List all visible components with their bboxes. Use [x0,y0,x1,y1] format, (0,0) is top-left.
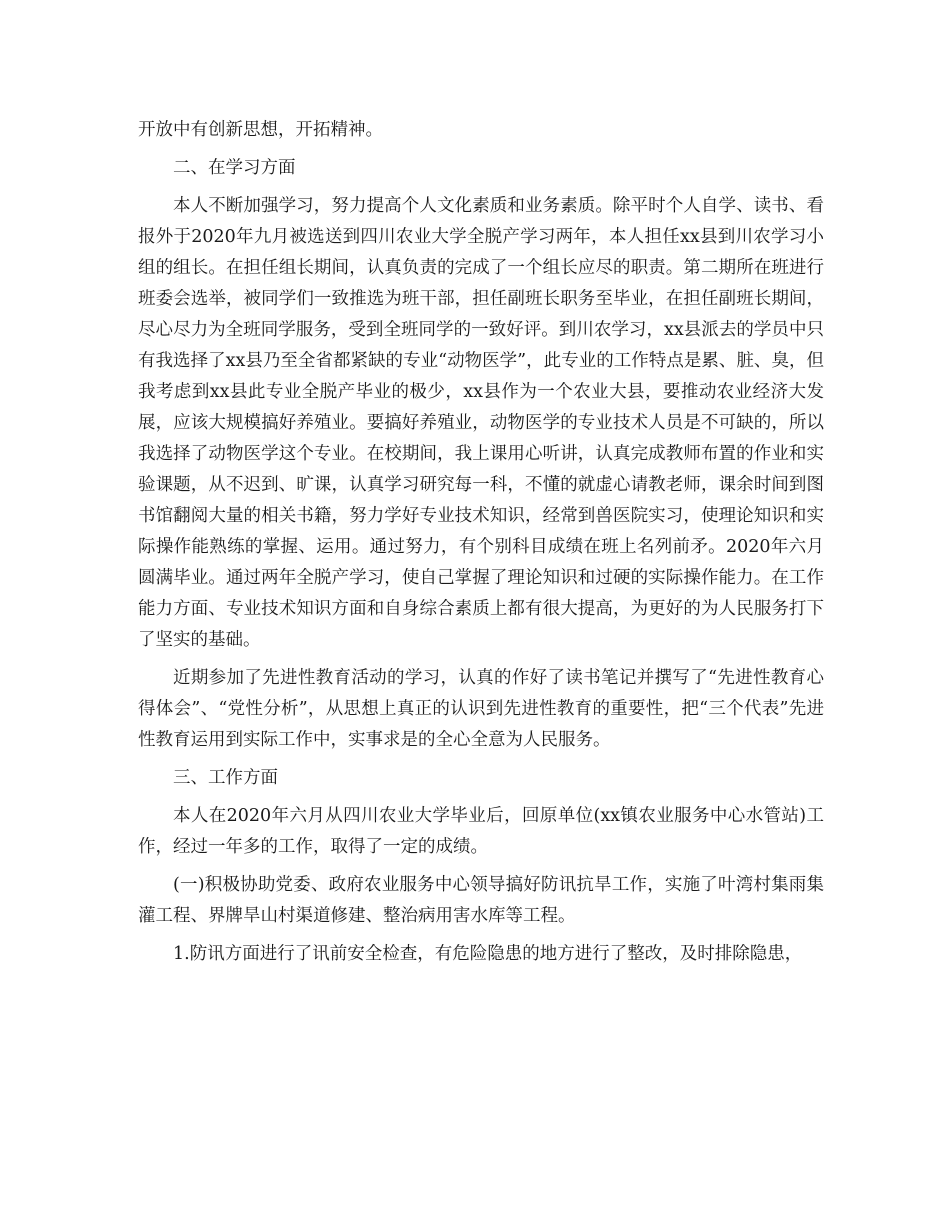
paragraph-study-details: 本人不断加强学习，努力提高个人文化素质和业务素质。除平时个人自学、读书、看报外于2020年九月被选送到四川农业大学全脱产学习两年，本人担任xx县到川农学习小组的组长。在担任组长期间，认真负责的完成了一个组长应尽的职责。第二期所在班进行班委会选举，被同学们一致推选为班干部，担任副班长职务至毕业，在担任副班长期间，尽心尽力为全班同学服务，受到全班同学的一致好评。到川农学习，xx县派去的学员中只有我选择了xx县乃至全省都紧缺的专业“动物医学”，此专业的工作特点是累、脏、臭，但我考虑到xx县此专业全脱产毕业的极少，xx县作为一个农业大县，要推动农业经济大发展，应该大规模搞好养殖业。要搞好养殖业，动物医学的专业技术人员是不可缺的，所以我选择了动物医学这个专业。在校期间，我上课用心听讲，认真完成教师布置的作业和实验课题，从不迟到、旷课，认真学习研究每一科，不懂的就虚心请教老师，课余时间到图书馆翻阅大量的相关书籍，努力学好专业技术知识，经常到兽医院实习，使理论知识和实际操作能熟练的掌握、运用。通过努力，有个别科目成绩在班上名列前矛。2020年六月圆满毕业。通过两年全脱产学习，使自己掌握了理论知识和过硬的实际操作能力。在工作能力方面、专业技术知识方面和自身综合素质上都有很大提高，为更好的为人民服务打下了坚实的基础。 [138,196,824,650]
paragraph-advanced-education: 近期参加了先进性教育活动的学习，认真的作好了读书笔记并撰写了“先进性教育心得体会”、“党性分析”，从思想上真正的认识到先进性教育的重要性，把“三个代表”先进性教育运用到实际工作中，实事求是的全心全意为人民服务。 [138,668,824,750]
section-heading-study: 二、在学习方面 [173,158,296,178]
document-body [138,115,824,977]
section-heading-work: 三、工作方面 [173,768,278,788]
paragraph-continuation: 开放中有创新思想，开拓精神。 [138,120,383,140]
paragraph-work-subitem-1: 1.防讯方面进行了讯前安全检查，有危险隐患的地方进行了整改，及时排除隐患， [173,944,803,964]
paragraph-work-intro: 本人在2020年六月从四川农业大学毕业后，回原单位(xx镇农业服务中心水管站)工作，经过一年多的工作，取得了一定的成绩。 [138,806,824,857]
paragraph-work-item-1: (一)积极协助党委、政府农业服务中心领导搞好防讯抗旱工作，实施了叶湾村集雨集灌工程、界牌旱山村渠道修建、整治病用害水库等工程。 [138,875,824,926]
